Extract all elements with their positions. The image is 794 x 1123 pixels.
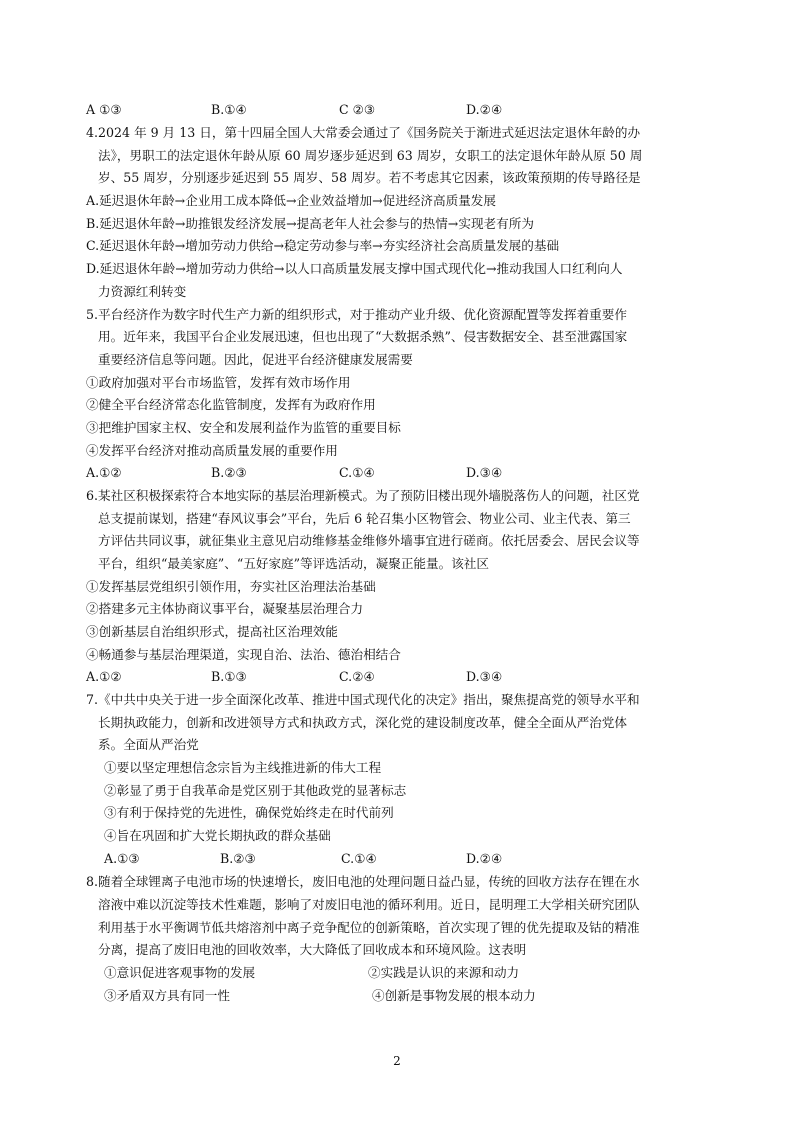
q5-item: ③把维护国家主权、安全和发展利益作为监管的重要目标 — [86, 420, 401, 435]
q6-option-c: C.②④ — [339, 669, 375, 684]
q5-option-b: B.②③ — [211, 465, 247, 480]
q8-item: ③矛盾双方具有同一性 — [104, 988, 230, 1003]
q4-option-a: A.延迟退休年龄→企业用工成本降低→企业效益增加→促进经济高质量发展 — [86, 193, 496, 208]
q3-option-d: D.②④ — [466, 102, 503, 117]
q3-option-b: B.①④ — [211, 102, 247, 117]
q6-item: ②搭建多元主体协商议事平台，凝聚基层治理合力 — [86, 601, 364, 616]
q7-item: ①要以坚定理想信念宗旨为主线推进新的伟大工程 — [104, 760, 382, 775]
q5-item: ④发挥平台经济对推动高质量发展的重要作用 — [86, 443, 338, 458]
q6-item: ④畅通参与基层治理渠道，实现自治、法治、德治相结合 — [86, 647, 401, 662]
q5-item: ②健全平台经济常态化监管制度，发挥有为政府作用 — [86, 397, 376, 412]
q7-item: ④旨在巩固和扩大党长期执政的群众基础 — [104, 828, 331, 843]
q5-stem-line: 5.平台经济作为数字时代生产力新的组织形式，对于推动产业升级、优化资源配置等发挥着重要作 — [86, 307, 627, 322]
q4-stem-line: 4.2024 年 9 月 13 日，第十四届全国人大常委会通过了《国务院关于渐进式延迟法定退休年龄的办 — [86, 125, 641, 140]
q5-option-d: D.③④ — [466, 465, 503, 480]
q8-stem-line: 利用基于水平衡调节低共熔溶剂中离子竞争配位的创新策略，首次实现了锂的优先提取及钴的精准 — [98, 920, 640, 935]
q5-stem-line: 用。近年来，我国平台企业发展迅速，但也出现了“大数据杀熟”、侵害数据安全、甚至泄露国家 — [98, 329, 628, 344]
q3-option-a: A ①③ — [86, 102, 122, 117]
q3-option-c: C ②③ — [339, 102, 376, 117]
page-number: 2 — [393, 1054, 401, 1068]
q5-option-c: C.①④ — [339, 465, 375, 480]
q8-item: ④创新是事物发展的根本动力 — [372, 988, 536, 1003]
q7-item: ②彰显了勇于自我革命是党区别于其他政党的显著标志 — [104, 783, 407, 798]
q7-option-a: A.①③ — [104, 851, 140, 866]
q7-option-c: C.①④ — [341, 851, 377, 866]
q7-stem-line: 7.《中共中央关于进一步全面深化改革、推进中国式现代化的决定》指出，聚焦提高党的领导水平和 — [86, 692, 640, 707]
q5-item: ①政府加强对平台市场监管，发挥有效市场作用 — [86, 375, 351, 390]
q6-stem-line: 6.某社区积极探索符合本地实际的基层治理新模式。为了预防旧楼出现外墙脱落伤人的问题，社区党 — [86, 488, 640, 503]
q4-stem-line: 岁、55 周岁，分别逐步延迟到 55 周岁、58 周岁。若不考虑其它因素，该政策预期的传导路径是 — [98, 170, 641, 185]
q8-item: ①意识促进客观事物的发展 — [104, 965, 256, 980]
q6-option-b: B.①③ — [211, 669, 247, 684]
q6-option-d: D.③④ — [466, 669, 503, 684]
q4-stem-line: 法》，男职工的法定退休年龄从原 60 周岁逐步延迟到 63 周岁，女职工的法定退休年龄从原 50 周 — [98, 148, 643, 163]
q6-item: ①发挥基层党组织引领作用，夯实社区治理法治基础 — [86, 579, 376, 594]
q6-stem-line: 方评估共同议事，就征集业主意见启动维修基金维修外墙事宜进行磋商。依托居委会、居民会议等 — [98, 533, 640, 548]
q6-stem-line: 总支提前谋划，搭建“春风议事会”平台，先后 6 轮召集小区物管会、物业公司、业主代表、第三 — [98, 511, 631, 526]
q5-stem-line: 重要经济信息等问题。因此，促进平台经济健康发展需要 — [98, 352, 413, 367]
q6-item: ③创新基层自治组织形式，提高社区治理效能 — [86, 624, 338, 639]
q8-item: ②实践是认识的来源和动力 — [368, 965, 520, 980]
q6-option-a: A.①② — [86, 669, 122, 684]
q8-stem-line: 分离，提高了废旧电池的回收效率，大大降低了回收成本和环境风险。这表明 — [98, 942, 527, 957]
q8-stem-line: 8.随着全球锂离子电池市场的快速增长，废旧电池的处理问题日益凸显，传统的回收方法存在锂在水 — [86, 874, 640, 889]
q4-option-c: C.延迟退休年龄→增加劳动力供给→稳定劳动参与率→夯实经济社会高质量发展的基础 — [86, 238, 560, 253]
q6-stem-line: 平台，组织“最美家庭”、“五好家庭”等评选活动，凝聚正能量。该社区 — [98, 556, 489, 571]
q8-stem-line: 溶液中难以沉淀等技术性难题，影响了对废旧电池的循环利用。近日，昆明理工大学相关研究团队 — [98, 897, 640, 912]
q4-option-d: D.延迟退休年龄→增加劳动力供给→以人口高质量发展支撑中国式现代化→推动我国人口红利向人 — [86, 261, 623, 276]
q7-stem-line: 长期执政能力，创新和改进领导方式和执政方式，深化党的建设制度改革，健全全面从严治党体 — [98, 715, 627, 730]
q7-option-d: D.②④ — [466, 851, 503, 866]
q7-option-b: B.②③ — [220, 851, 256, 866]
q5-option-a: A.①② — [86, 465, 122, 480]
q7-stem-line: 系。全面从严治党 — [98, 737, 199, 752]
q4-option-d-cont: 力资源红利转变 — [98, 284, 187, 299]
q4-option-b: B.延迟退休年龄→助推银发经济发展→提高老年人社会参与的热情→实现老有所为 — [86, 216, 534, 231]
q7-item: ③有利于保持党的先进性，确保党始终走在时代前列 — [104, 805, 394, 820]
